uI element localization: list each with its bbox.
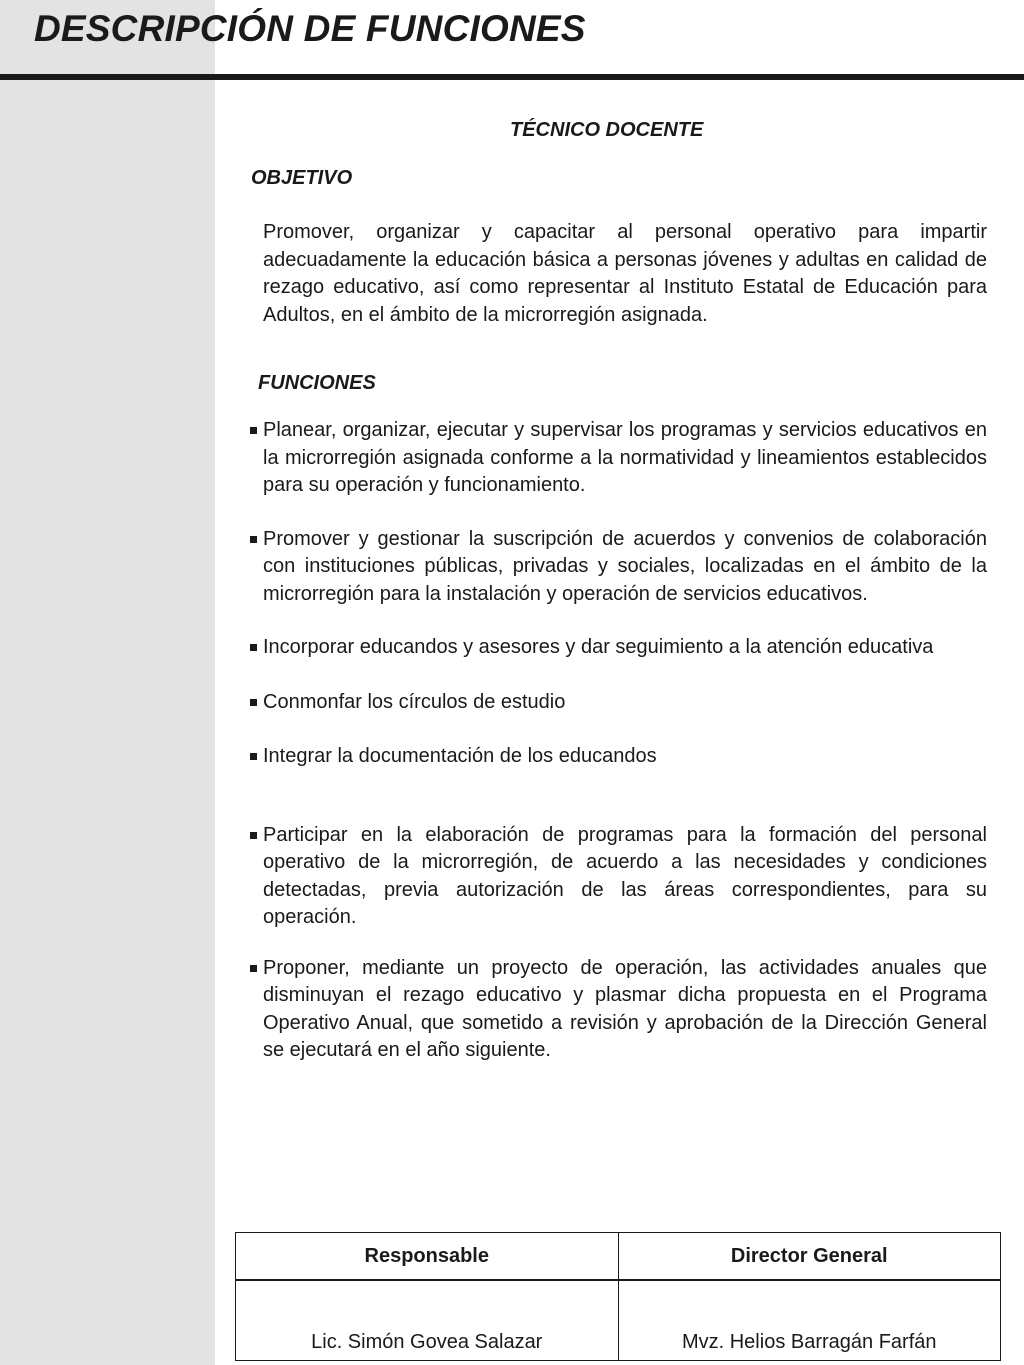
signature-header-row — [236, 1233, 1001, 1281]
document-title: DESCRIPCIÓN DE FUNCIONES — [34, 8, 586, 49]
function-text: Conmonfar los círculos de estudio — [263, 690, 566, 713]
functions-heading: FUNCIONES — [258, 372, 376, 394]
function-text: Planear, organizar, ejecutar y supervisar los programas y servicios educativos en la microrregión asignada conforme a la normatividad y lineamientos establecidos para su operación y funcionamiento. — [263, 419, 987, 496]
responsible-header: Responsable — [236, 1233, 619, 1281]
function-text: Proponer, mediante un proyecto de operación, las actividades anuales que disminuyan el rezago educativo y plasmar dicha propuesta en el Programa Operativo Anual, que sometido a revisión y aprobación de la Dirección General se ejecutará en el año siguiente. — [263, 956, 987, 1061]
signature-name-row — [236, 1280, 1001, 1361]
director-header: Director General — [618, 1233, 1001, 1281]
function-item — [248, 634, 987, 662]
function-text: Promover y gestionar la suscripción de acuerdos y convenios de colaboración con instituciones públicas, privadas y sociales, localizadas en el ámbito de la microrregión para la instalación y operación de servicios educativos. — [263, 527, 987, 605]
role-title: TÉCNICO DOCENTE — [510, 119, 704, 141]
function-item — [248, 822, 987, 932]
function-item — [248, 417, 987, 500]
square-bullet-icon — [250, 427, 257, 434]
functions-list — [248, 417, 987, 1065]
objective-heading: OBJETIVO — [251, 167, 353, 189]
function-item — [248, 743, 987, 771]
function-item — [248, 689, 987, 717]
title-divider — [0, 74, 1024, 80]
left-gray-panel — [0, 0, 215, 1365]
signature-table — [235, 1232, 1001, 1361]
function-item — [248, 526, 987, 609]
function-text: Participar en la elaboración de programas para la formación del personal operativo de la microrregión, de acuerdo a las necesidades y condiciones detectadas, previa autorización de las áreas correspondientes, para su operación. — [263, 823, 987, 928]
responsible-name: Lic. Simón Govea Salazar — [236, 1280, 619, 1361]
square-bullet-icon — [250, 644, 257, 651]
objective-text: Promover, organizar y capacitar al personal operativo para impartir adecuadamente la educación básica a personas jóvenes y adultas en calidad de rezago educativo, así como representar al Instituto Estatal de Educación para Adultos, en el ámbito de la microrregión asignada. — [263, 221, 987, 326]
director-name: Mvz. Helios Barragán Farfán — [618, 1280, 1001, 1361]
square-bullet-icon — [250, 832, 257, 839]
square-bullet-icon — [250, 965, 257, 972]
square-bullet-icon — [250, 753, 257, 760]
function-text: Incorporar educandos y asesores y dar seguimiento a la atención educativa — [263, 636, 934, 658]
square-bullet-icon — [250, 536, 257, 543]
function-item — [248, 955, 987, 1065]
function-text: Integrar la documentación de los educandos — [263, 745, 657, 767]
square-bullet-icon — [250, 699, 257, 706]
